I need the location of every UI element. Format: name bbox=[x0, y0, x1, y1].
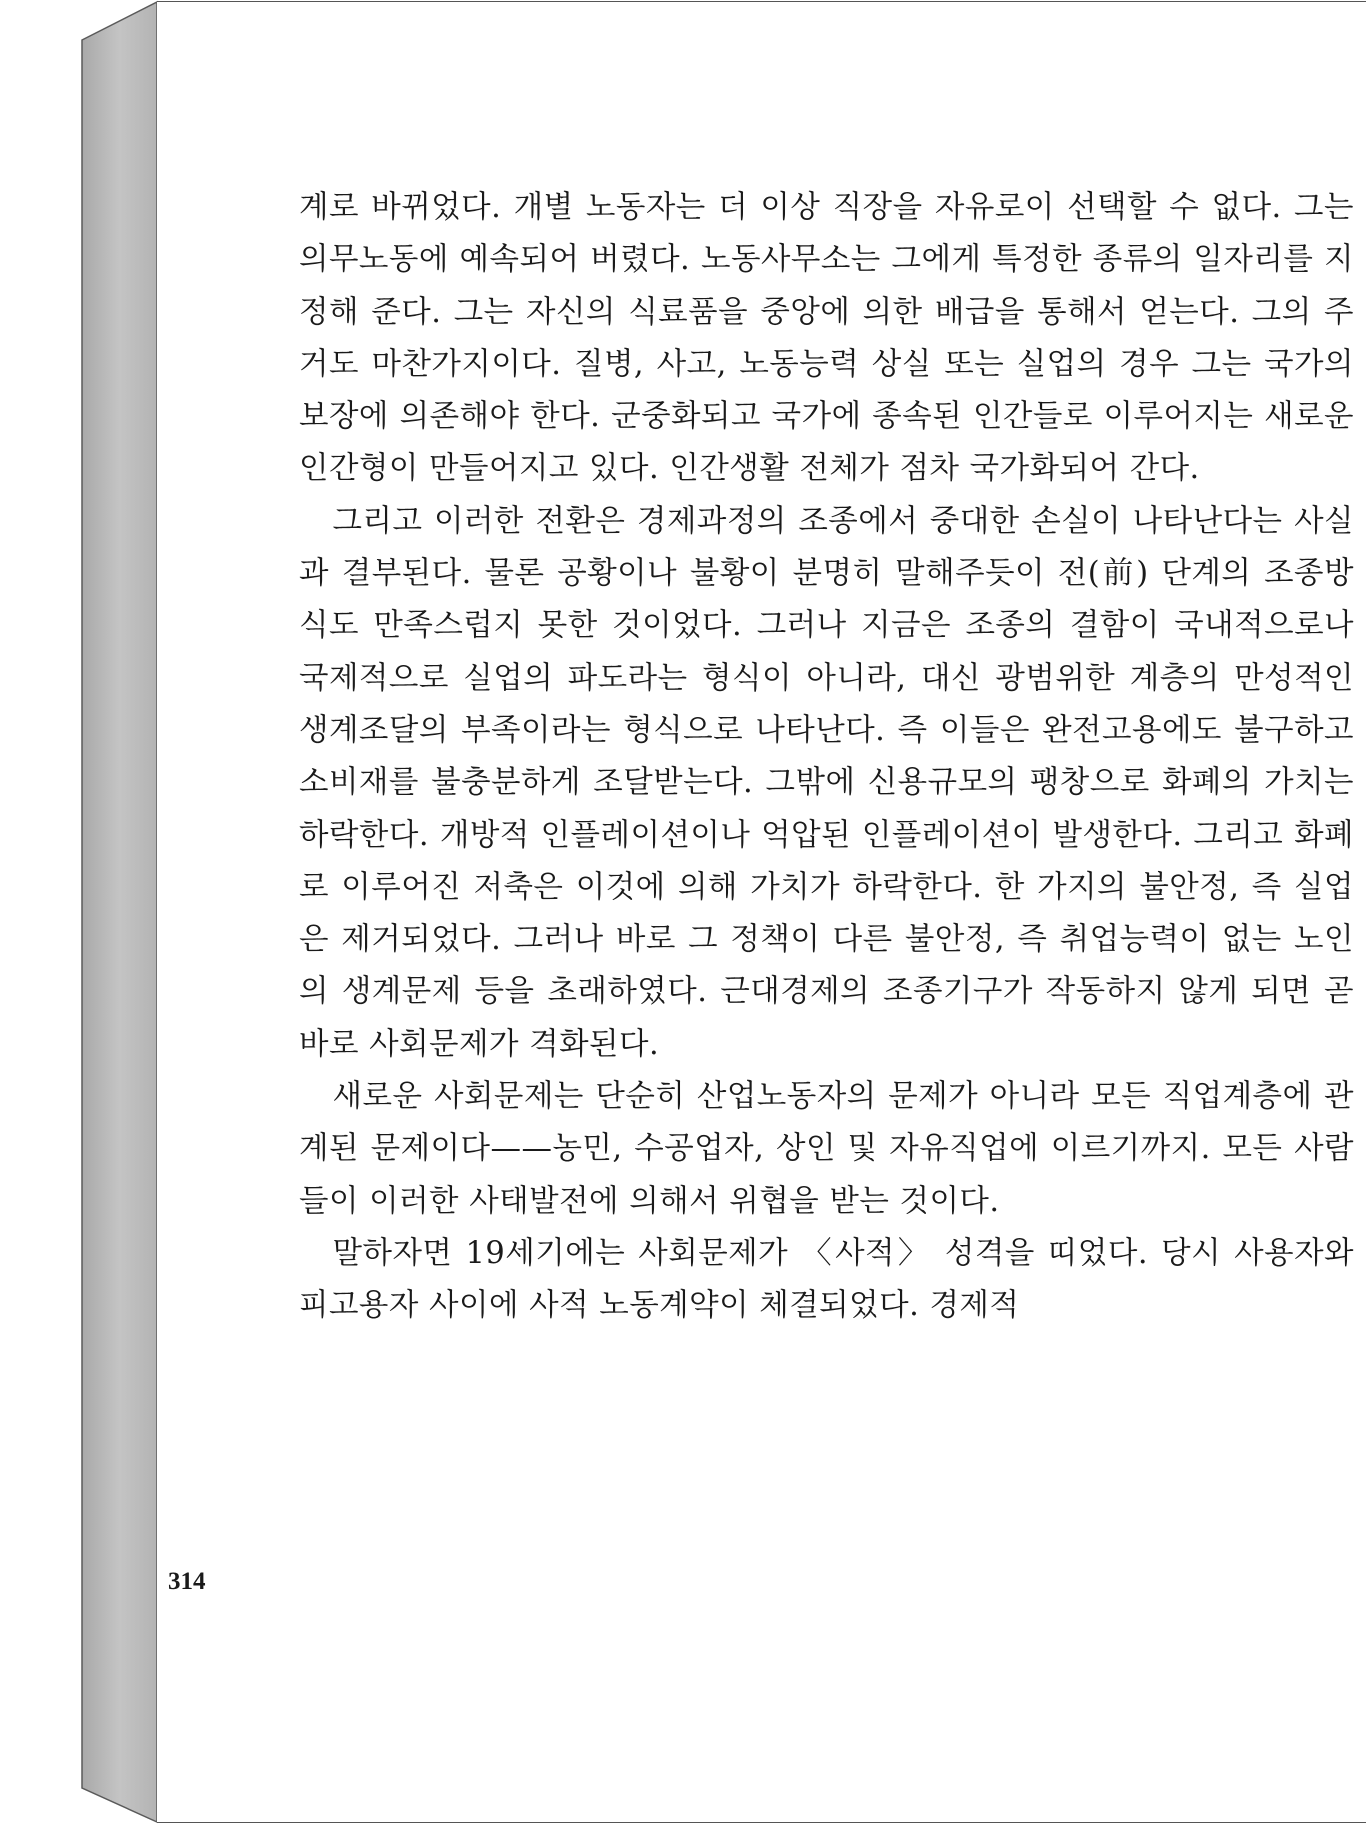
paragraph-2: 그리고 이러한 전환은 경제과정의 조종에서 중대한 손실이 나타난다는 사실과 결부된다. 물론 공황이나 불황이 분명히 말해주듯이 전(前) 단계의 조종방식도 만족스럽지 못한 것이었다. 그러나 지금은 조종의 결함이 국내적으로나 국제적으로 실업의 파도라는 형식이 아니라, 대신 광범위한 계층의 만성적인 생계조달의 부족이라는 형식으로 나타난다. 즉 이들은 완전고용에도 불구하고 소비재를 불충분하게 조달받는다. 그밖에 신용규모의 팽창으로 화폐의 가치는 하락한다. 개방적 인플레이션이나 억압된 인플레이션이 발생한다. 그리고 화폐로 이루어진 저축은 이것에 의해 가치가 하락한다. 한 가지의 불안정, 즉 실업은 제거되었다. 그러나 바로 그 정책이 다른 불안정, 즉 취업능력이 없는 노인의 생계문제 등을 초래하였다. 근대경제의 조종기구가 작동하지 않게 되면 곧 바로 사회문제가 격화된다. bbox=[299, 503, 1354, 1062]
paragraph-1: 계로 바뀌었다. 개별 노동자는 더 이상 직장을 자유로이 선택할 수 없다. 그는 의무노동에 예속되어 버렸다. 노동사무소는 그에게 특정한 종류의 일자리를 지정해 준다. 그는 자신의 식료품을 중앙에 의한 배급을 통해서 얻는다. 그의 주거도 마찬가지이다. 질병, 사고, 노동능력 상실 또는 실업의 경우 그는 국가의 보장에 의존해야 한다. 군중화되고 국가에 종속된 인간들로 이루어지는 새로운 인간형이 만들어지고 있다. 인간생활 전체가 점차 국가화되어 간다. bbox=[299, 190, 1354, 487]
book-page bbox=[157, 2, 1368, 1822]
page-number: 314 bbox=[168, 1568, 206, 1595]
body-text bbox=[299, 182, 1354, 1333]
paragraph-4: 말하자면 19세기에는 사회문제가 〈사적〉 성격을 띠었다. 당시 사용자와 피고용자 사이에 사적 노동계약이 체결되었다. 경제적 bbox=[299, 1235, 1354, 1324]
paragraph-3: 새로운 사회문제는 단순히 산업노동자의 문제가 아니라 모든 직업계층에 관계된 문제이다——농민, 수공업자, 상인 및 자유직업에 이르기까지. 모든 사람들이 이러한 사태발전에 의해서 위협을 받는 것이다. bbox=[299, 1079, 1354, 1219]
book-spine bbox=[82, 2, 157, 1822]
